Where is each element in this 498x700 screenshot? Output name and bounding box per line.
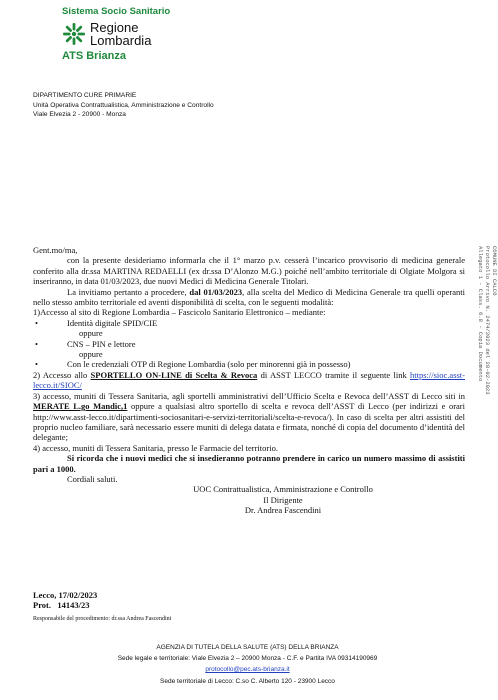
bullet-dot: • <box>35 359 38 370</box>
protocol-line: Prot. 14143/23 <box>33 600 90 611</box>
signature-name: Dr. Andrea Fascendini <box>244 505 322 516</box>
region-name <box>90 21 151 47</box>
ats-logo <box>62 6 182 62</box>
protocol-stamp <box>468 246 498 576</box>
bullet-dot: • <box>35 338 38 349</box>
bullet-cns <box>33 339 465 349</box>
invitation-text-a: La invitiamo pertanto a procedere, <box>67 286 190 297</box>
reminder: Si ricorda che i nuovi medici che si insedieranno potranno prendere in carico un numero massimo di assistiti pari a 1000. <box>33 453 465 474</box>
signature-unit: UOC Contrattualistica, Amministrazione e Controllo <box>193 484 373 495</box>
bullet-otp-text: Con le credenziali OTP di Regione Lombardia (solo per minorenni già in possesso) <box>67 359 351 370</box>
sportello-online-label: SPORTELLO ON-LINE di Scelta & Revoca <box>90 369 258 380</box>
signature-role: Il Dirigente <box>263 494 303 505</box>
stamp-line-3: Allegato 1 - Class. 6.8 - Copia Documento <box>477 246 484 382</box>
department-address: Viale Elvezia 2 - 20900 - Monza <box>33 111 126 119</box>
stamp-line-2: Protocollo Arrivo N. 2474/2023 del 28-02-2023 <box>484 246 491 395</box>
signature-block <box>33 484 413 515</box>
option-2 <box>33 370 465 391</box>
option-2-text-b: di ASST LECCO tramite il seguente link <box>257 369 410 380</box>
protocol-stamp-text <box>477 246 498 576</box>
letter-body <box>33 245 465 516</box>
system-label: Sistema Socio Sanitario <box>62 6 171 17</box>
bullet-spid <box>33 318 465 328</box>
department-unit: Unità Operativa Contrattualistica, Amministrazione e Controllo <box>33 101 214 109</box>
paragraph-invitation <box>33 287 465 308</box>
merate-address: MERATE L.go Mandic,1 <box>33 401 128 412</box>
bullet-spid-text: Identità digitale SPID/CIE <box>67 317 158 328</box>
oppure-1: oppure <box>79 328 103 339</box>
option-2-text-a: 2) Accesso allo <box>33 369 91 380</box>
responsible-line: Responsabile del procedimento: dr.ssa Andrea Fascendini <box>33 616 172 622</box>
invitation-date: dal 01/03/2023 <box>189 286 243 297</box>
department-block <box>33 91 214 120</box>
paragraph-cessation: con la presente desideriamo informarla che il 1° marzo p.v. cesserà l’incarico provvisorio di medicina generale conferito alla dr.ssa MARTINA REDAELLI (ex dr.ssa D’Alonzo M.G.) poiché nell’ambito territoriale di Olgiate Molgora si inseriranno, in data 01/03/2023, due nuovi Medici di Medicina Generale Titolari. <box>33 255 465 287</box>
footer-email-link[interactable]: protocollo@pec.ats-brianza.it <box>205 666 290 674</box>
bullet-cns-text: CNS – PIN e lettore <box>67 338 136 349</box>
date-protocol <box>33 590 97 611</box>
region-name-line1: Regione <box>90 20 139 35</box>
footer-agency: AGENZIA DI TUTELA DELLA SALUTE (ATS) DELLA BRIANZA <box>156 644 339 651</box>
invitation-text-b: , alla scelta del Medico di Medicina Generale tra quelli operanti nello stesso ambito territoriale ed aventi disponibilità di scelta, con le seguenti modalità: <box>33 286 465 308</box>
closing: Cordiali saluti. <box>67 473 118 484</box>
region-logo <box>62 21 182 47</box>
footer-lecco: Sede territoriale di Lecco: C.so C. Alberto 120 - 23900 Lecco <box>160 677 335 685</box>
stamp-line-1: COMUNE DI CALCO <box>491 246 498 296</box>
region-name-line2: Lombardia <box>90 33 152 48</box>
option-3 <box>33 391 465 443</box>
option-3-text-a: 3) accesso, muniti di Tessera Sanitaria, agli sportelli amministrativi dell’Ufficio Scelta e Revoca dell’ASST di Lecco siti in <box>33 390 465 401</box>
footer <box>0 642 495 687</box>
bullet-dot: • <box>35 317 38 328</box>
option-4: 4) accesso, muniti di Tessera Sanitaria, presso le Farmacie del territorio. <box>33 442 278 453</box>
date-line: Lecco, 17/02/2023 <box>33 590 98 600</box>
oppure-2: oppure <box>79 349 103 360</box>
greeting: Gent.mo/ma, <box>33 245 78 255</box>
bullet-otp <box>33 359 465 369</box>
footer-legal: Sede legale e territoriale: Viale Elvezia 2 – 20900 Monza - C.F. e Partita IVA 09314190969 <box>117 655 378 663</box>
ats-name: ATS Brianza <box>62 50 126 62</box>
option-1: 1)Accesso al sito di Regione Lombardia – Fascicolo Sanitario Elettronico – mediante: <box>33 307 326 318</box>
department-title: DIPARTIMENTO CURE PRIMARIE <box>33 92 137 99</box>
regione-lombardia-rose-icon <box>62 22 86 46</box>
sioc-link[interactable]: https://sioc.asst-lecco.it/SIOC/ <box>33 369 465 391</box>
option-3-text-b: oppure a qualsiasi altro sportello di scelta e revoca dell’ASST di Lecco (per indirizzi e orari http://www.asst-lecco.it/dipartimenti-sociosanitari-e-servizi-territoriali/scelta-e-revoca/). In caso di scelta per altri assistiti del proprio nucleo familiare, sarà necessario essere muniti di delega datata e firmata, nonché di copia del documento d’identità del delegante; <box>33 401 465 443</box>
